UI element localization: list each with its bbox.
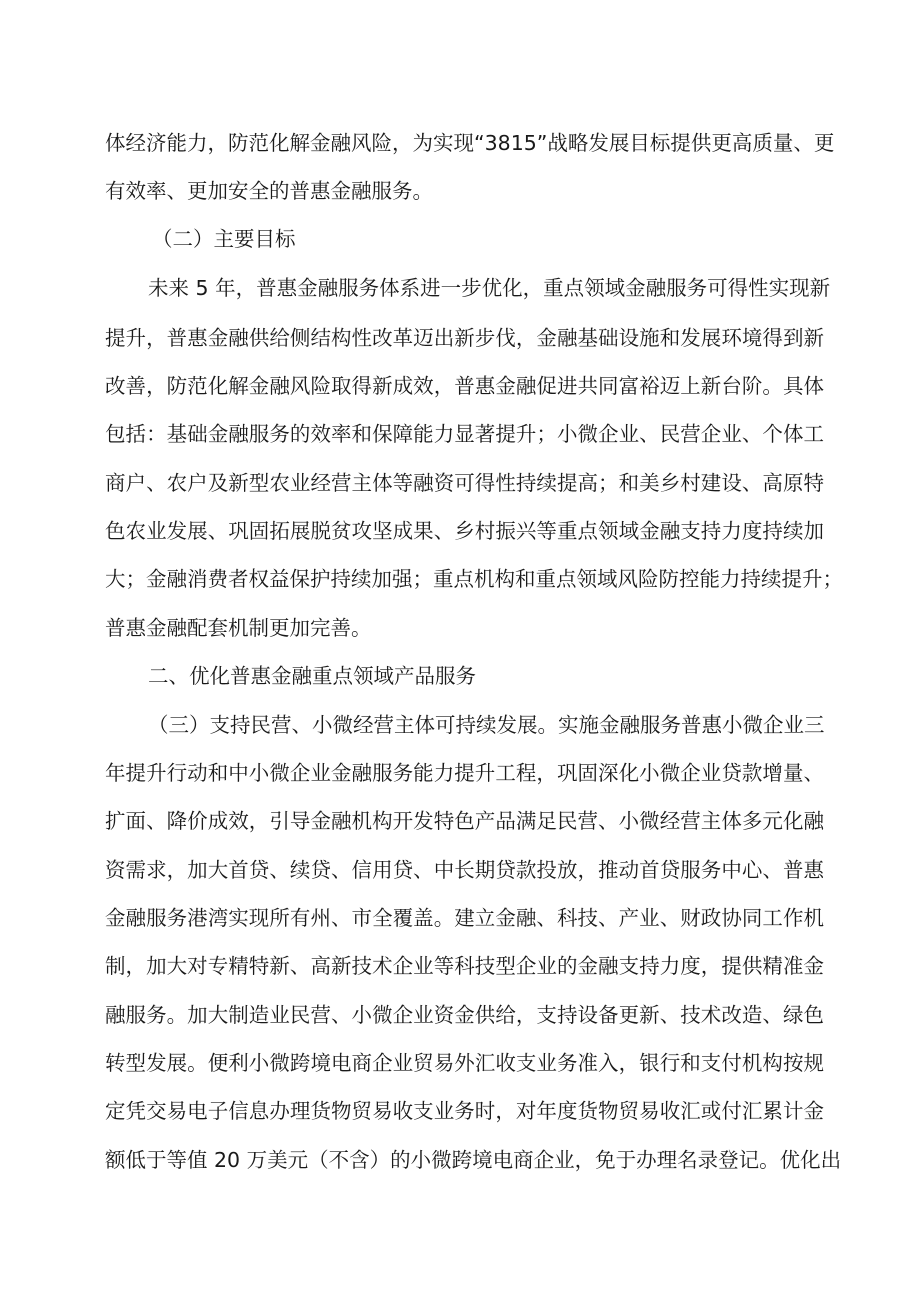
text-line: 定凭交易电子信息办理货物贸易收支业务时，对年度货物贸易收汇或付汇累计金 [105,1099,824,1123]
text-line: 扩面、降价成效，引导金融机构开发特色产品满足民营、小微经营主体多元化融 [105,809,824,833]
text-line: 有效率、更加安全的普惠金融服务。 [105,179,433,203]
text-line: 制，加大对专精特新、高新技术企业等科技型企业的金融支持力度，提供精准金 [105,954,824,978]
text-line: 提升，普惠金融供给侧结构性改革迈出新步伐，金融基础设施和发展环境得到新 [105,326,824,350]
text-line: 改善，防范化解金融风险取得新成效，普惠金融促进共同富裕迈上新台阶。具体 [105,374,824,398]
text-line: 资需求，加大首贷、续贷、信用贷、中长期贷款投放，推动首贷服务中心、普惠 [105,858,824,882]
text-line: 大；金融消费者权益保护持续加强；重点机构和重点领域风险防控能力持续提升； [105,567,843,591]
text-line: 转型发展。便利小微跨境电商企业贸易外汇收支业务准入，银行和支付机构按规 [105,1051,824,1075]
text-line: 体经济能力，防范化解金融风险，为实现“3815”战略发展目标提供更高质量、更 [105,131,835,155]
text-line: 未来 5 年，普惠金融服务体系进一步优化，重点领域金融服务可得性实现新 [148,276,831,300]
text-line: 额低于等值 20 万美元（不含）的小微跨境电商企业，免于办理名录登记。优化出 [105,1148,842,1172]
text-line: 色农业发展、巩固拓展脱贫攻坚成果、乡村振兴等重点领域金融支持力度持续加 [105,519,824,543]
text-line: （三）支持民营、小微经营主体可持续发展。实施金融服务普惠小微企业三 [148,713,825,737]
section-heading: （二）主要目标 [152,227,296,251]
text-line: 年提升行动和中小微企业金融服务能力提升工程，巩固深化小微企业贷款增量、 [105,761,824,785]
text-line: 普惠金融配套机制更加完善。 [105,616,372,640]
text-line: 包括：基础金融服务的效率和保障能力显著提升；小微企业、民营企业、个体工 [105,422,824,446]
text-line: 商户、农户及新型农业经营主体等融资可得性持续提高；和美乡村建设、高原特 [105,471,824,495]
text-line: 融服务。加大制造业民营、小微企业资金供给，支持设备更新、技术改造、绿色 [105,1003,824,1027]
section-heading: 二、优化普惠金融重点领域产品服务 [148,664,476,688]
text-line: 金融服务港湾实现所有州、市全覆盖。建立金融、科技、产业、财政协同工作机 [105,906,824,930]
